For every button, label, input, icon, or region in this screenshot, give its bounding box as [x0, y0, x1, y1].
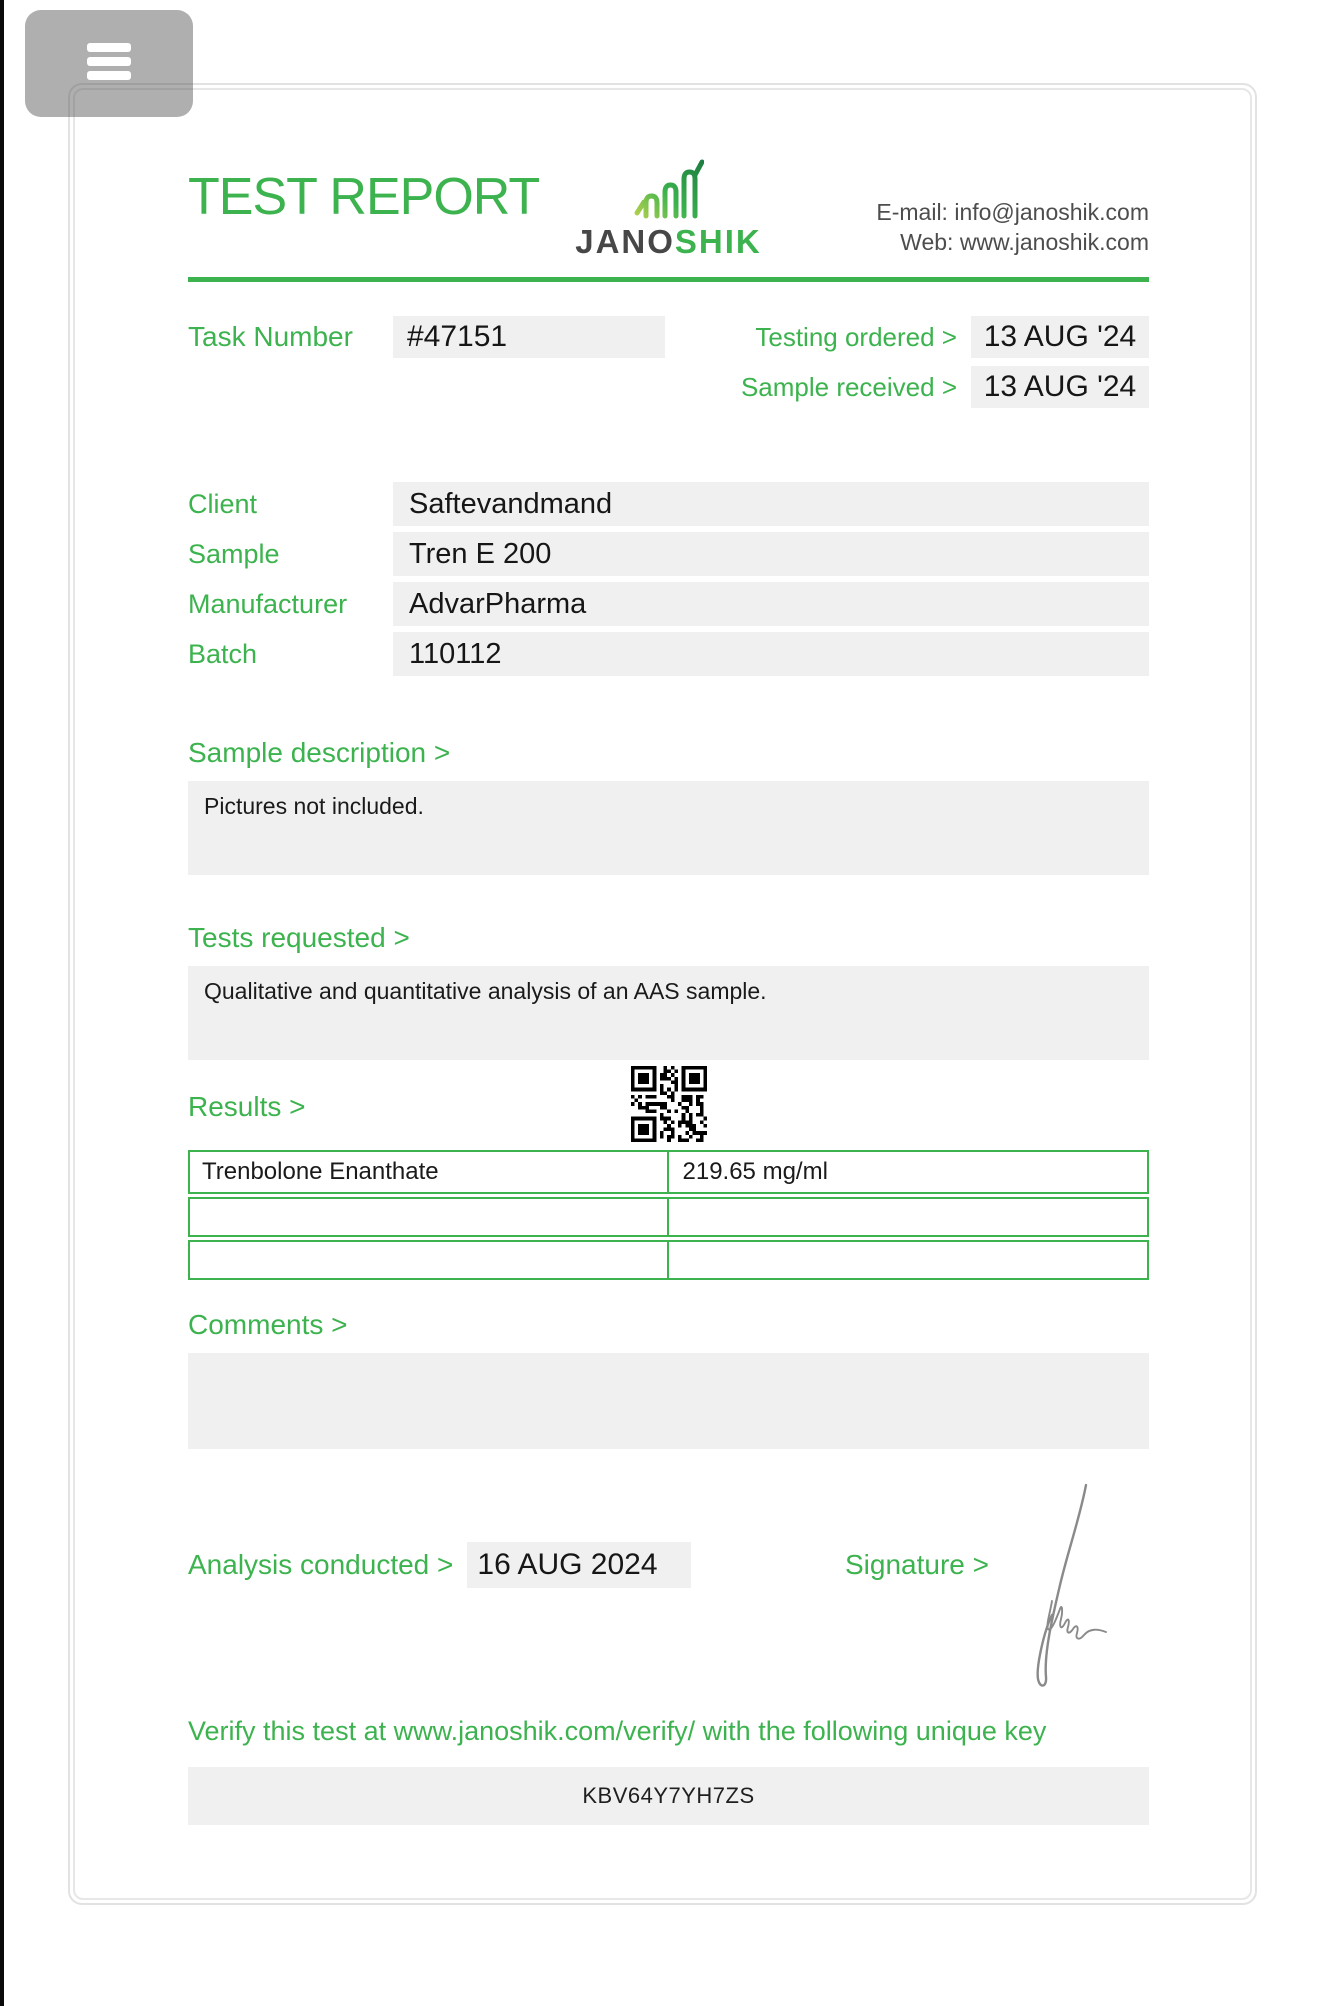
signature-image — [1016, 1481, 1121, 1693]
analysis-signature-row — [188, 1537, 1149, 1593]
testing-ordered-value: 13 AUG '24 — [971, 316, 1149, 358]
manufacturer-label: Manufacturer — [188, 589, 348, 619]
report-card — [68, 83, 1257, 1905]
results-table — [188, 1150, 1149, 1280]
contact-web: Web: www.janoshik.com — [900, 229, 1149, 256]
dates-block — [741, 316, 1149, 416]
result-compound: Trenbolone Enanthate — [190, 1152, 669, 1192]
result-compound — [190, 1199, 669, 1235]
sample-value: Tren E 200 — [393, 532, 1149, 576]
sample-row — [188, 532, 1149, 576]
sample-received-value: 13 AUG '24 — [971, 366, 1149, 408]
tests-requested-box: Qualitative and quantitative analysis of an AAS sample. — [188, 966, 1149, 1060]
testing-ordered-label: Testing ordered > — [755, 322, 957, 352]
tests-requested-heading: Tests requested > — [188, 922, 410, 953]
sample-description-heading: Sample description > — [188, 737, 451, 768]
sample-received-label: Sample received > — [740, 372, 957, 402]
results-heading: Results > — [188, 1091, 306, 1122]
table-row — [188, 1150, 1149, 1194]
verify-key: KBV64Y7YH7ZS — [188, 1767, 1149, 1825]
janoshik-logo — [575, 157, 762, 261]
manufacturer-row — [188, 582, 1149, 626]
menu-button[interactable] — [25, 10, 193, 117]
results-section — [188, 1060, 1149, 1150]
qr-code — [631, 1066, 707, 1142]
sample-description-box: Pictures not included. — [188, 781, 1149, 875]
header-divider — [188, 277, 1149, 282]
contact-info — [762, 197, 1149, 258]
screen-left-edge — [0, 0, 4, 2006]
task-number-label: Task Number — [188, 321, 353, 352]
comments-box — [188, 1353, 1149, 1449]
table-row — [188, 1197, 1149, 1237]
client-row — [188, 482, 1149, 526]
table-row — [188, 1240, 1149, 1280]
sample-label: Sample — [188, 539, 280, 569]
page-title: TEST REPORT — [188, 168, 540, 226]
task-row — [188, 316, 1149, 416]
batch-label: Batch — [188, 639, 258, 669]
report-header — [188, 157, 1149, 261]
analysis-conducted-value: 16 AUG 2024 — [467, 1542, 691, 1588]
signature-label: Signature > — [845, 1549, 989, 1580]
sample-info-block — [188, 482, 1149, 676]
result-concentration — [669, 1242, 1148, 1278]
testing-ordered-row — [741, 316, 1149, 358]
hamburger-icon — [87, 43, 131, 117]
verify-instruction: Verify this test at www.janoshik.com/verify/ with the following unique key — [188, 1716, 1047, 1746]
result-concentration: 219.65 mg/ml — [682, 1158, 828, 1185]
client-label: Client — [188, 489, 258, 519]
result-concentration — [669, 1199, 1148, 1235]
batch-value: 110112 — [393, 632, 1149, 676]
logo-wordmark: JANOSHIK — [575, 223, 762, 260]
analysis-conducted-label: Analysis conducted > — [188, 1549, 454, 1580]
comments-heading: Comments > — [188, 1309, 348, 1340]
batch-row — [188, 632, 1149, 676]
task-number-value: #47151 — [393, 316, 665, 358]
chart-bars-logo-icon — [634, 157, 704, 221]
manufacturer-value: AdvarPharma — [393, 582, 1149, 626]
contact-email: E-mail: info@janoshik.com — [876, 199, 1149, 225]
sample-received-row — [741, 366, 1149, 408]
result-compound — [190, 1242, 669, 1278]
client-value: Saftevandmand — [393, 482, 1149, 526]
